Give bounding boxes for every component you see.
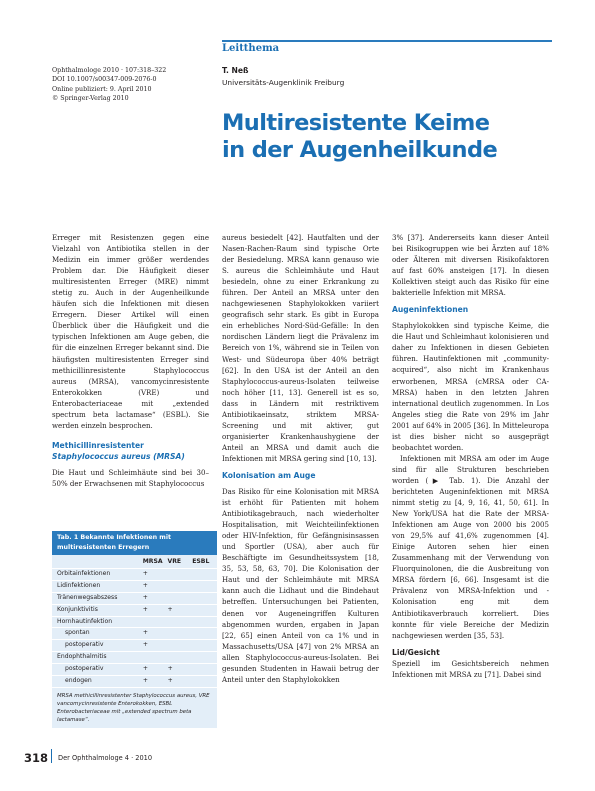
table-cell-label: Endophthalmitis: [57, 653, 107, 661]
table-cell-vre: [167, 581, 192, 592]
table-row: [52, 617, 217, 629]
table-row: [52, 581, 217, 593]
section-label: Leitthema: [222, 43, 280, 54]
page-number: 318: [24, 751, 49, 765]
table-cell-esbl: [192, 664, 217, 675]
table-cell-vre: [168, 640, 193, 651]
table-cell-esbl: [192, 628, 217, 639]
col2-paragraph-2: Das Risiko für eine Kolonisation mit MRSA ist erhöht für Patienten mit hohem Antibiotikagebrauch, nach wiederholter Hospitalisation, mit Weichteilinfektionen oder HIV-Infektion, für Gefängnisinsassen und Sportler (USA), aber auch für Beschäftigte im Gesundheitssystem [18, 35, 53, 58, 63, 70]. Die Kolonisation der Haut und der Schleimhäute mit MRSA kann auch die Lidhaut und die Bindehaut betreffen. Untersuchungen bei Patienten, denen vor Augeneingriffen Kulturen abgenommen wurden, ergaben in Japan [22, 65] einen Anteil von ca 1% und in Massachusetts/USA [47] von 2% MRSA an allen Staphylococcus-aureus-Isolaten. Bei gesunden Studenten in Hawaii betrug der Anteil unter den Staphylokokken: [222, 486, 379, 684]
table-cell-mrsa: +: [142, 629, 149, 637]
table-cell-label: postoperativ: [65, 665, 104, 673]
table-cell-label: postoperativ: [65, 641, 104, 649]
meta-journal: Ophthalmologe 2010 · 107:318–322: [52, 67, 167, 74]
meta-copyright: © Springer-Verlag 2010: [52, 95, 129, 103]
article-title: [222, 110, 562, 164]
affiliation: Universitäts-Augenklinik Freiburg: [222, 78, 345, 87]
col1-paragraph-2: Die Haut und Schleimhäute sind bei 30–50% der Erwachsenen mit Staphylococcus: [52, 467, 209, 488]
table-1: [52, 531, 217, 728]
table-row: [52, 628, 217, 640]
table-title: [52, 531, 217, 555]
table-cell-mrsa: [143, 617, 168, 628]
column-3: [392, 232, 549, 680]
table-header-blank: [57, 557, 143, 568]
meta-doi: DOI 10.1007/s00347-009-2076-0: [52, 76, 157, 84]
table-cell-esbl: [192, 593, 217, 604]
table-cell-label: Hornhautinfektion: [57, 617, 113, 625]
table-cell-vre: [167, 617, 192, 628]
author: T. Neß: [222, 66, 249, 75]
table-row: [52, 569, 217, 581]
col3-paragraph-2: Staphylokokken sind typische Keime, die die Haut und Schleimhaut kolonisieren und daher zu Infektionen in diesen Gebieten führen. Hautinfektionen mit „community-acquired“, also nicht im Krankenhaus erworbenen, MRSA (cMRSA oder CA-MRSA) haben in den letzten Jahren international deutlich zugenommen. In Los Angeles stieg die Rate von 29% im Jahr 2001 auf 64% in 2005 [36]. In Mitteleuropa ist dies bisher nicht so ausgeprägt beobachtet worden.: [392, 321, 549, 452]
table-cell-label: Tränenwegsabszess: [57, 593, 118, 601]
table-cell-vre: +: [167, 605, 173, 613]
table-cell-label: Lidinfektionen: [57, 581, 101, 589]
col3-paragraph-4: Speziell im Gesichtsbereich nehmen Infektionen mit MRSA zu [71]. Dabei sind: [392, 658, 549, 679]
table-cell-esbl: [192, 605, 217, 616]
table-cell-mrsa: +: [142, 569, 148, 577]
table-row: [52, 605, 217, 617]
table-cell-esbl: [192, 676, 217, 687]
heading-kolonisation: Kolonisation am Auge: [222, 470, 316, 480]
table-cell-vre: [167, 593, 192, 604]
title-line-2: in der Augenheilkunde: [222, 137, 498, 163]
table-cell-label: Orbitainfektionen: [57, 569, 111, 577]
table-cell-esbl: [192, 617, 217, 628]
meta-online: Online publiziert: 9. April 2010: [52, 85, 152, 93]
col3-paragraph-1: 3% [37]. Andererseits kann dieser Anteil bei Risikogruppen wie bei Ärzten auf 18% oder Älteren mit diversen Risikofaktoren auf fast 60% ansteigen [17]. In diesen Kollektiven steigt auch das Risiko für eine bakterielle Infektion mit MRSA.: [392, 233, 549, 298]
table-cell-mrsa: +: [142, 605, 148, 613]
table-header-mrsa: MRSA: [142, 558, 163, 565]
heading-mrsa-2: Staphylococcus aureus (MRSA): [52, 451, 185, 461]
table-cell-mrsa: [143, 652, 168, 663]
footer-journal: Der Ophthalmologe 4 · 2010: [58, 754, 153, 762]
table-body: [52, 555, 217, 728]
table-cell-esbl: [192, 640, 217, 651]
article-meta: [52, 66, 217, 104]
table-title-line-1: Tab. 1 Bekannte Infektionen mit: [57, 534, 172, 541]
footer-separator: [51, 749, 52, 763]
table-row: [52, 676, 217, 688]
table-row: [52, 652, 217, 664]
table-cell-label: spontan: [65, 629, 90, 637]
column-2: [222, 232, 379, 685]
table-header-esbl: ESBL: [192, 558, 210, 565]
table-cell-esbl: [192, 581, 217, 592]
table-title-line-2: multiresistenten Erregern: [57, 543, 150, 551]
title-line-1: Multiresistente Keime: [222, 110, 490, 136]
table-row: [52, 640, 217, 652]
table-row: [52, 664, 217, 676]
table-cell-label: endogen: [65, 677, 92, 685]
table-footnote: MRSA methicillinresistenter Staphylococcus aureus, VRE vancomycinresistente Enterokokken, ESBL Enterobacteriaceae mit „extended spectrum beta lactamase“.: [57, 692, 210, 724]
column-1: [52, 232, 209, 489]
table-cell-mrsa: +: [142, 581, 148, 589]
table-row: [52, 593, 217, 605]
col3-paragraph-3: Infektionen mit MRSA am oder im Auge sind für alle Strukturen beschrieben worden (▶ Tab. 1). Die Anzahl der berichteten Augeninfektionen mit MRSA nimmt stetig zu [4, 9, 16, 41, 50, 61]. In New York/USA hat die Rate der MRSA-Infektionen am Auge von 2000 bis 2005 von 29,5% auf 41,6% zugenommen [4]. Einige Autoren sehen hier einen Zusammenhang mit der Verwendung von Fluorquinolonen, die die Ausbreitung von MRSA fördern [6, 66]. Insgesamt ist die Prävalenz von MRSA-Infektion und -Kolonisation eng mit dem Antibiotikaverbrauch korreliert. Dies konnte für viele Bereiche der Medizin nachgewiesen werden [35, 53].: [392, 453, 549, 640]
table-cell-mrsa: +: [142, 677, 149, 685]
heading-mrsa-1: Methicillinresistenter: [52, 440, 144, 450]
table-cell-esbl: [192, 569, 217, 580]
abstract: Erreger mit Resistenzen gegen eine Vielzahl von Antibiotika stellen in der Medizin ein immer größer werdendes Problem dar. Die Häufigkeit dieser multiresistenten Erreger (MRE) nimmt stetig zu. Auch in der Augenheilkunde häufen sich die Infektionen mit diesen Erregern. Dieser Artikel will einen Überblick über die Häufigkeit und die typischen Infektionen am Auge geben, die für die einzelnen Erreger bekannt sind. Die häufigsten multiresistenten Erreger sind methicillinresistente Staphylococcus aureus (MRSA), vancomycinresistente Enterokokken (VRE) und Enterobacteriaceae mit „extended spectrum beta lactamase“ (ESBL). Sie werden einzeln besprochen.: [52, 233, 209, 430]
table-cell-label: Konjunktivitis: [57, 605, 98, 613]
table-cell-vre: [167, 569, 192, 580]
table-cell-mrsa: +: [142, 593, 148, 601]
table-cell-mrsa: +: [142, 665, 149, 673]
table-cell-mrsa: +: [142, 641, 149, 649]
table-cell-vre: +: [167, 665, 173, 673]
heading-lid-gesicht: Lid/Gesicht: [392, 647, 440, 657]
table-cell-esbl: [192, 652, 217, 663]
table-header-vre: VRE: [167, 558, 182, 565]
col2-paragraph-1: aureus besiedelt [42]. Hautfalten und der Nasen-Rachen-Raum sind typische Orte der Besiedelung. MRSA kann genauso wie S. aureus die Schleimhäute und Haut besiedeln, ohne zu einer Erkrankung zu führen. Der Anteil an MRSA unter den nachgewiesenen Staphylokokken variiert geografisch sehr stark. Es gibt in Europa ein erhebliches Nord-Süd-Gefälle: In den nordischen Ländern liegt die Prävalenz im Bereich von 1%, während sie in Teilen von West- und Südeuropa über 40% beträgt [62]. In den USA ist der Anteil an den Staphylococcus-aureus-Isolaten teilweise noch höher [11, 13]. Generell ist es so, dass in Ländern mit restriktivem Antibiotikaeinsatz, striktem MRSA-Screening und mit aktiver, gut organisierter Krankenhaushygiene der Anteil an MRSA und damit auch die Infektionen mit MRSA gering sind [10, 13].: [222, 233, 379, 463]
table-cell-vre: [167, 652, 192, 663]
heading-augeninfektionen: Augeninfektionen: [392, 305, 469, 315]
table-header-row: [52, 557, 217, 569]
table-cell-vre: +: [167, 677, 173, 685]
table-cell-vre: [168, 628, 193, 639]
